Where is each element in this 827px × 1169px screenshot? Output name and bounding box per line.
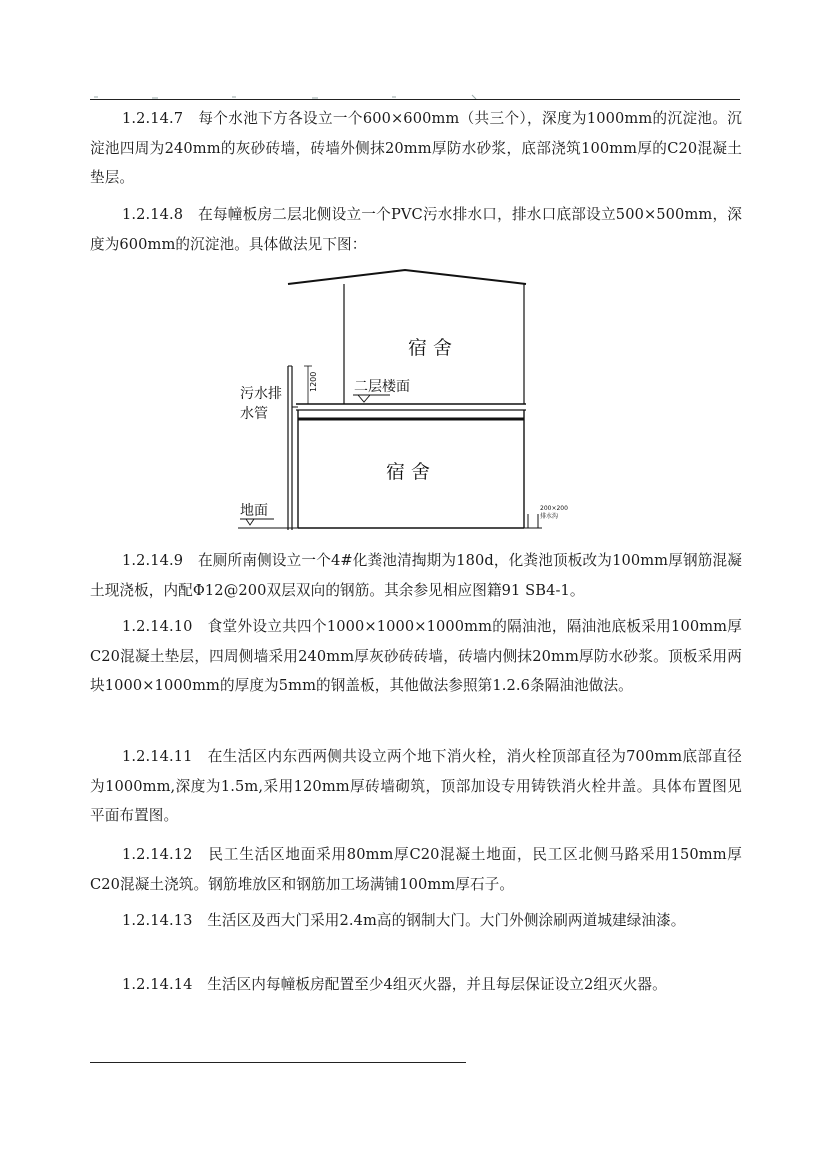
second-floor-label: 二层楼面: [354, 379, 410, 395]
drain-ditch: [528, 514, 538, 528]
floor-level-marker: [358, 395, 370, 402]
ground-level-marker: [246, 519, 254, 525]
roof-line: [288, 270, 526, 284]
paragraph-1-2-14-14: 1.2.14.14 生活区内每幢板房配置至少4组灭火器，并且每层保证设立2组灭火器。: [122, 976, 667, 993]
paragraph-1-2-14-9: 1.2.14.9 在厕所南侧设立一个4#化粪池清掏期为180d，化粪池顶板改为100mm厚钢筋混凝土现浇板，内配Φ12@200双层双向的钢筋。其余参见相应图籍91 SB4-1。: [90, 552, 742, 599]
paragraph-1-2-14-12: 1.2.14.12 民工生活区地面采用80mm厚C20混凝土地面，民工区北侧马路采用150mm厚C20混凝土浇筑。钢筋堆放区和钢筋加工场满铺100mm厚石子。: [90, 846, 742, 893]
lower-room-label: 宿 舍: [386, 461, 431, 483]
paragraph-1-2-14-7: 1.2.14.7 每个水池下方各设立一个600×600mm（共三个），深度为1000mm的沉淀池。沉淀池四周为240mm的灰砂砖墙，砖墙外侧抹20mm厚防水砂浆，底部浇筑100mm厚的C20混凝土垫层。: [90, 110, 742, 186]
drain-pipe-label-line1: 污水排: [240, 386, 282, 402]
upper-room-label: 宿 舍: [408, 337, 453, 359]
dormitory-section-diagram: [220, 268, 620, 538]
paragraph-1-2-14-13: 1.2.14.13 生活区及西大门采用2.4m高的钢制大门。大门外侧涂刷两道城建绿油漆。: [122, 912, 686, 929]
ditch-size-label: 200×200: [540, 505, 568, 512]
ground-label: 地面: [240, 503, 268, 519]
header-marks: [92, 86, 492, 98]
ditch-name-label: 排水沟: [540, 513, 559, 520]
pipe-height-label: 1200: [309, 371, 318, 392]
paragraph-1-2-14-10: 1.2.14.10 食堂外设立共四个1000×1000×1000mm的隔油池，隔油池底板采用100mm厚C20混凝土垫层，四周侧墙采用240mm厚灰砂砖砖墙，砖墙内侧抹20mm厚防水砂浆。顶板采用两块1000×1000mm的厚度为5mm的钢盖板，其他做法参照第1.2.6条隔油池做法。: [90, 618, 742, 694]
paragraph-1-2-14-11: 1.2.14.11 在生活区内东西两侧共设立两个地下消火栓，消火栓顶部直径为700mm底部直径为1000mm,深度为1.5m,采用120mm厚砖墙砌筑，顶部加设专用铸铁消火栓井盖。具体布置图见平面布置图。: [90, 748, 742, 824]
paragraph-1-2-14-8: 1.2.14.8 在每幢板房二层北侧设立一个PVC污水排水口，排水口底部设立500×500mm，深度为600mm的沉淀池。具体做法见下图：: [90, 206, 742, 253]
header-rule: [90, 99, 740, 100]
footnote-rule: [90, 1062, 466, 1063]
drain-pipe-label-line2: 水管: [240, 406, 268, 422]
